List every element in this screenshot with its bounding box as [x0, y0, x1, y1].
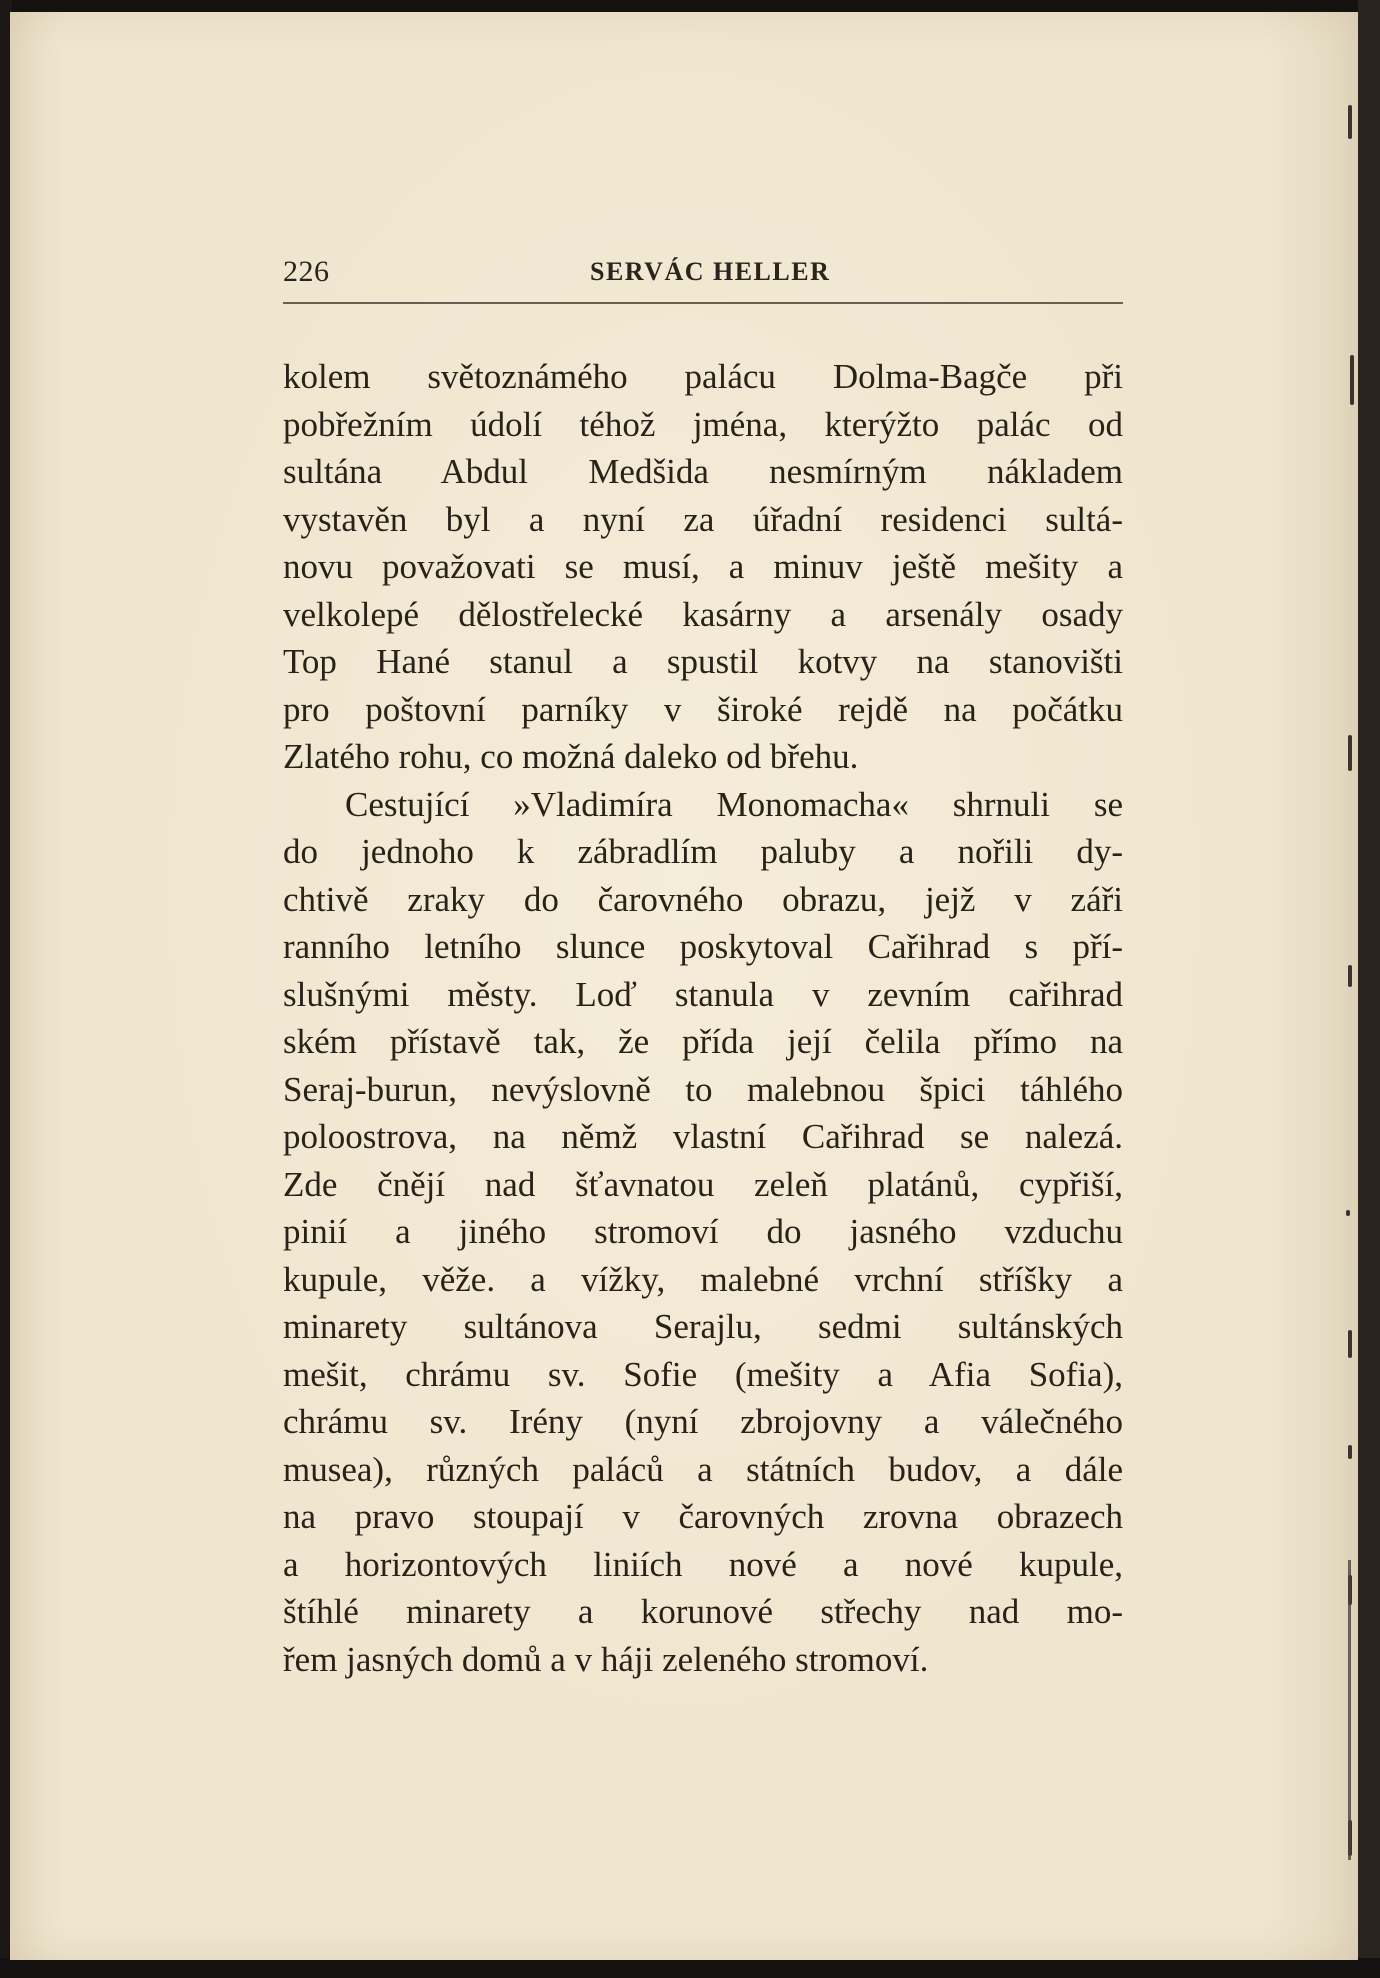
text-line: velkolepé dělostřelecké kasárny a arsenály osady — [283, 594, 1123, 634]
edge-mark — [1348, 735, 1352, 771]
edge-mark — [1348, 1445, 1352, 1459]
header-rule — [283, 302, 1123, 304]
text-line: musea), různých paláců a státních budov, a dále — [283, 1449, 1123, 1489]
page-header — [283, 255, 1123, 299]
text-line: novu považovati se musí, a minuv ještě mešity a — [283, 547, 1123, 586]
text-line: mešit, chrámu sv. Sofie (mešity a Afia Sofia), — [283, 1354, 1123, 1394]
text-line: kupule, věže. a vížky, malebné vrchní stříšky a — [283, 1259, 1123, 1299]
text-line: minarety sultánova Serajlu, sedmi sultánských — [283, 1307, 1123, 1346]
text-line: Zde čnějí nad šťavnatou zeleň platánů, cypřiší, — [283, 1164, 1123, 1204]
text-line: pinií a jiného stromoví do jasného vzduchu — [283, 1212, 1123, 1251]
text-line: štíhlé minarety a korunové střechy nad mo- — [283, 1592, 1123, 1631]
edge-mark — [1346, 1210, 1350, 1216]
text-line: chtivě zraky do čarovného obrazu, jejž v záři — [283, 879, 1123, 919]
edge-mark — [1348, 965, 1352, 987]
text-line: poloostrova, na němž vlastní Cařihrad se nalezá. — [283, 1117, 1123, 1156]
text-line: ském přístavě tak, že přída její čelila přímo na — [283, 1022, 1123, 1061]
text-line: vystavěn byl a nyní za úřadní residenci sultá- — [283, 499, 1123, 539]
text-line: kolem světoznámého palácu Dolma-Bagče při — [283, 357, 1123, 396]
running-title: SERVÁC HELLER — [590, 257, 831, 286]
edge-mark — [1350, 355, 1354, 405]
body-text — [283, 353, 1123, 1683]
text-line: řem jasných domů a v háji zeleného stromoví. — [283, 1639, 929, 1679]
text-line: pobřežním údolí téhož jména, kterýžto palác od — [283, 404, 1123, 444]
text-line: slušnými městy. Loď stanula v zevním cařihrad — [283, 974, 1123, 1014]
text-line: Cestující »Vladimíra Monomacha« shrnuli se — [345, 784, 1123, 824]
text-line: Seraj-burun, nevýslovně to malebnou špici táhlého — [283, 1069, 1123, 1109]
edge-mark — [1348, 1330, 1352, 1358]
text-line: sultána Abdul Medšida nesmírným nákladem — [283, 452, 1123, 491]
text-line: chrámu sv. Irény (nyní zbrojovny a válečného — [283, 1402, 1123, 1441]
page-number: 226 — [283, 255, 330, 288]
text-line: na pravo stoupají v čarovných zrovna obrazech — [283, 1497, 1123, 1536]
text-line: Zlatého rohu, co možná daleko od břehu. — [283, 737, 859, 776]
edge-mark — [1348, 105, 1352, 139]
text-line: a horizontových liniích nové a nové kupule, — [283, 1544, 1123, 1584]
text-line: pro poštovní parníky v široké rejdě na počátku — [283, 689, 1123, 729]
text-line: Top Hané stanul a spustil kotvy na stanovišti — [283, 642, 1123, 681]
text-line: do jednoho k zábradlím paluby a nořili dy- — [283, 832, 1123, 871]
page-edge-line — [1348, 1560, 1351, 1860]
scan-bottom-border — [0, 1958, 1380, 1978]
text-line: ranního letního slunce poskytoval Cařihrad s pří- — [283, 927, 1123, 966]
